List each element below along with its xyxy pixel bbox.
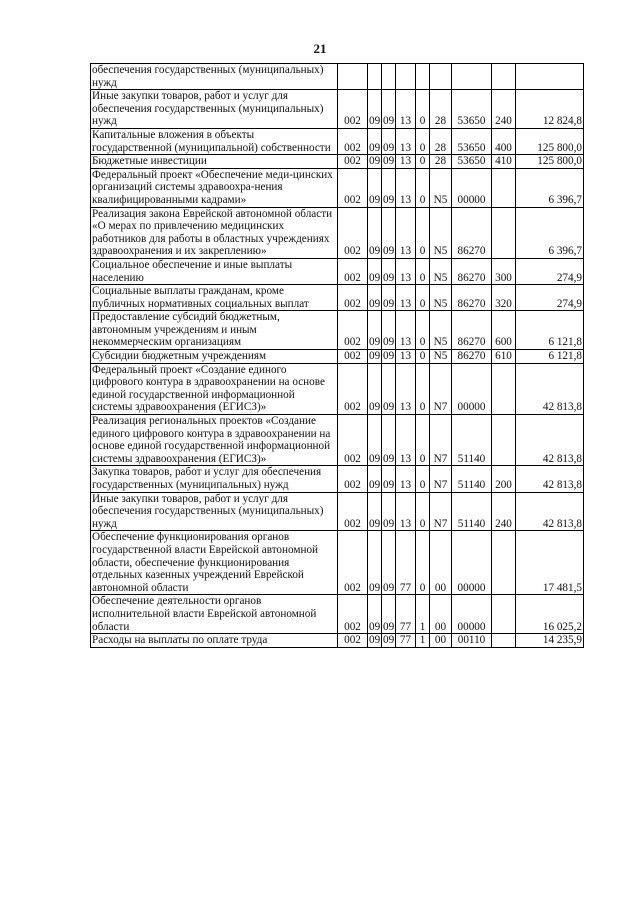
section-code: 09 bbox=[369, 155, 381, 168]
article-code: 86270 bbox=[452, 207, 492, 258]
amount: 42 813,8 bbox=[516, 466, 584, 492]
amount: 14 235,9 bbox=[516, 634, 584, 648]
subprogram-code: 0 bbox=[416, 155, 430, 169]
row-name: Социальное обеспечение и иные выплаты населению bbox=[91, 258, 338, 284]
program-code: 13 bbox=[396, 466, 416, 492]
direction-code: 28 bbox=[430, 155, 452, 169]
ministry-code: 002 bbox=[338, 363, 368, 414]
expense-type-code bbox=[492, 64, 516, 90]
amount: 42 813,8 bbox=[516, 363, 584, 414]
article-code: 51140 bbox=[452, 466, 492, 492]
section-code: 09 bbox=[369, 350, 381, 363]
ministry-code: 002 bbox=[338, 207, 368, 258]
subprogram-code: 0 bbox=[416, 285, 430, 311]
expense-type-code: 610 bbox=[492, 350, 516, 364]
table-row bbox=[91, 363, 584, 414]
program-code: 13 bbox=[396, 90, 416, 129]
expense-type-code: 400 bbox=[492, 128, 516, 154]
subprogram-code: 0 bbox=[416, 128, 430, 154]
expense-type-code: 240 bbox=[492, 492, 516, 531]
article-code: 00000 bbox=[452, 531, 492, 595]
program-code bbox=[396, 64, 416, 90]
article-code: 53650 bbox=[452, 155, 492, 169]
row-name: Иные закупки товаров, работ и услуг для обеспечения государственных (муниципальных) нужд bbox=[91, 90, 338, 129]
section-code: 09 bbox=[368, 168, 382, 207]
amount: 6 396,7 bbox=[516, 207, 584, 258]
amount: 42 813,8 bbox=[516, 415, 584, 466]
subsection-code: 09 bbox=[382, 258, 396, 284]
subsection-code: 09 bbox=[383, 155, 395, 168]
row-name: Федеральный проект «Обеспечение меди-цинских организаций системы здравоохра-нения квалифицированными кадрами» bbox=[91, 168, 338, 207]
table-row bbox=[91, 415, 584, 466]
table-row bbox=[91, 128, 584, 154]
subsection-code: 09 bbox=[382, 363, 396, 414]
program-code: 13 bbox=[396, 311, 416, 350]
expense-type-code bbox=[492, 415, 516, 466]
ministry-code: 002 bbox=[338, 155, 368, 169]
row-name: Расходы на выплаты по оплате труда bbox=[91, 634, 338, 648]
ministry-code: 002 bbox=[338, 466, 368, 492]
section-code: 09 bbox=[368, 128, 382, 154]
subsection-code: 09 bbox=[382, 285, 396, 311]
subprogram-code: 1 bbox=[416, 634, 430, 648]
row-name: Реализация региональных проектов «Создание единого цифрового контура в здравоохранении на основе единой государственной информационной системы здравоохранения (ЕГИСЗ)» bbox=[91, 415, 338, 466]
article-code: 86270 bbox=[452, 311, 492, 350]
row-name: Обеспечение функционирования органов государственной власти Еврейской автономной области, обеспечение функционирования отдельных казенных учреждений Еврейской автономной области bbox=[91, 531, 338, 595]
subprogram-code: 1 bbox=[416, 595, 430, 634]
row-name: Субсидии бюджетным учреждениям bbox=[91, 350, 338, 364]
ministry-code: 002 bbox=[338, 311, 368, 350]
article-code: 00000 bbox=[452, 168, 492, 207]
table-row bbox=[91, 531, 584, 595]
program-code: 13 bbox=[396, 258, 416, 284]
ministry-code bbox=[338, 64, 368, 90]
expense-type-code bbox=[492, 595, 516, 634]
section-code: 09 bbox=[368, 363, 382, 414]
article-code: 51140 bbox=[452, 492, 492, 531]
subsection-code: 09 bbox=[382, 595, 396, 634]
amount: 42 813,8 bbox=[516, 492, 584, 531]
subprogram-code: 0 bbox=[416, 492, 430, 531]
direction-code: N7 bbox=[430, 492, 452, 531]
article-code: 51140 bbox=[452, 415, 492, 466]
subprogram-code: 0 bbox=[416, 466, 430, 492]
subprogram-code: 0 bbox=[416, 258, 430, 284]
amount: 12 824,8 bbox=[516, 90, 584, 129]
ministry-code: 002 bbox=[338, 90, 368, 129]
expense-type-code bbox=[492, 634, 516, 648]
page-number: 21 bbox=[313, 41, 327, 56]
ministry-code: 002 bbox=[338, 168, 368, 207]
table-row bbox=[91, 350, 584, 364]
row-name: Реализация закона Еврейской автономной области «О мерах по привлечению медицинских работников для работы в областных учреждениях здравоохранения и их закреплению» bbox=[91, 207, 338, 258]
subprogram-code: 0 bbox=[416, 350, 430, 364]
ministry-code: 002 bbox=[338, 285, 368, 311]
program-code: 77 bbox=[396, 531, 416, 595]
program-code: 13 bbox=[396, 155, 416, 169]
amount: 6 121,8 bbox=[516, 350, 584, 364]
row-name: обеспечения государственных (муниципальных) нужд bbox=[91, 64, 338, 90]
expense-type-code bbox=[492, 363, 516, 414]
direction-code: N5 bbox=[430, 311, 452, 350]
section-code: 09 bbox=[369, 634, 381, 647]
table-row bbox=[91, 466, 584, 492]
amount bbox=[516, 64, 584, 90]
direction-code: N7 bbox=[430, 466, 452, 492]
subsection-code: 09 bbox=[382, 415, 396, 466]
expense-type-code: 240 bbox=[492, 90, 516, 129]
subprogram-code bbox=[416, 64, 430, 90]
program-code: 77 bbox=[396, 595, 416, 634]
expense-type-code bbox=[492, 168, 516, 207]
ministry-code: 002 bbox=[338, 415, 368, 466]
ministry-code: 002 bbox=[338, 258, 368, 284]
section-code: 09 bbox=[368, 492, 382, 531]
amount: 17 481,5 bbox=[516, 531, 584, 595]
subsection-code: 09 bbox=[382, 90, 396, 129]
section-code: 09 bbox=[368, 531, 382, 595]
subprogram-code: 0 bbox=[416, 207, 430, 258]
table-row bbox=[91, 207, 584, 258]
section-code: 09 bbox=[368, 90, 382, 129]
table-row bbox=[91, 155, 584, 169]
article-code: 00110 bbox=[452, 634, 492, 648]
article-code: 00000 bbox=[452, 595, 492, 634]
subsection-code: 09 bbox=[382, 168, 396, 207]
article-code: 86270 bbox=[452, 285, 492, 311]
amount: 16 025,2 bbox=[516, 595, 584, 634]
subprogram-code: 0 bbox=[416, 531, 430, 595]
row-name: Федеральный проект «Создание единого цифрового контура в здравоохранении на основе единой государственной информационной системы здравоохранения (ЕГИСЗ)» bbox=[91, 363, 338, 414]
table-row bbox=[91, 492, 584, 531]
subsection-code: 09 bbox=[383, 350, 395, 363]
amount: 125 800,0 bbox=[516, 155, 584, 169]
ministry-code: 002 bbox=[338, 492, 368, 531]
row-name: Предоставление субсидий бюджетным, автономным учреждениям и иным некоммерческим организациям bbox=[91, 311, 338, 350]
table-row bbox=[91, 311, 584, 350]
row-name: Социальные выплаты гражданам, кроме публичных нормативных социальных выплат bbox=[91, 285, 338, 311]
article-code: 86270 bbox=[452, 350, 492, 364]
subsection-code: 09 bbox=[382, 466, 396, 492]
amount: 274,9 bbox=[516, 285, 584, 311]
section-code: 09 bbox=[368, 285, 382, 311]
expense-type-code: 320 bbox=[492, 285, 516, 311]
subsection-code: 09 bbox=[382, 207, 396, 258]
amount: 6 396,7 bbox=[516, 168, 584, 207]
subsection-code: 09 bbox=[382, 492, 396, 531]
expense-type-code: 600 bbox=[492, 311, 516, 350]
article-code: 53650 bbox=[452, 128, 492, 154]
direction-code: N5 bbox=[430, 258, 452, 284]
section-code: 09 bbox=[368, 207, 382, 258]
program-code: 13 bbox=[396, 363, 416, 414]
row-name: Закупка товаров, работ и услуг для обеспечения государственных (муниципальных) нужд bbox=[91, 466, 338, 492]
article-code: 86270 bbox=[452, 258, 492, 284]
table-row bbox=[91, 90, 584, 129]
section-code bbox=[368, 64, 382, 90]
program-code: 13 bbox=[396, 350, 416, 364]
program-code: 13 bbox=[396, 492, 416, 531]
amount: 6 121,8 bbox=[516, 311, 584, 350]
section-code: 09 bbox=[368, 595, 382, 634]
ministry-code: 002 bbox=[338, 531, 368, 595]
article-code bbox=[452, 64, 492, 90]
article-code: 00000 bbox=[452, 363, 492, 414]
direction-code: 00 bbox=[430, 531, 452, 595]
table-row bbox=[91, 595, 584, 634]
expense-type-code bbox=[492, 207, 516, 258]
direction-code: 00 bbox=[430, 634, 452, 648]
ministry-code: 002 bbox=[338, 595, 368, 634]
ministry-code: 002 bbox=[338, 128, 368, 154]
table-row bbox=[91, 634, 584, 648]
amount: 274,9 bbox=[516, 258, 584, 284]
direction-code: 28 bbox=[430, 90, 452, 129]
row-name: Бюджетные инвестиции bbox=[91, 155, 338, 169]
row-name: Обеспечение деятельности органов исполнительной власти Еврейской автономной области bbox=[91, 595, 338, 634]
table-row bbox=[91, 168, 584, 207]
subprogram-code: 0 bbox=[416, 90, 430, 129]
amount: 125 800,0 bbox=[516, 128, 584, 154]
subprogram-code: 0 bbox=[416, 311, 430, 350]
direction-code: N5 bbox=[430, 207, 452, 258]
subsection-code: 09 bbox=[382, 128, 396, 154]
article-code: 53650 bbox=[452, 90, 492, 129]
subsection-code: 09 bbox=[382, 311, 396, 350]
program-code: 13 bbox=[396, 207, 416, 258]
ministry-code: 002 bbox=[338, 350, 368, 364]
direction-code: N5 bbox=[430, 350, 452, 364]
direction-code: N7 bbox=[430, 415, 452, 466]
direction-code: N5 bbox=[430, 168, 452, 207]
expense-type-code: 200 bbox=[492, 466, 516, 492]
direction-code bbox=[430, 64, 452, 90]
table-body bbox=[91, 64, 584, 648]
subsection-code: 09 bbox=[383, 634, 395, 647]
program-code: 13 bbox=[396, 168, 416, 207]
program-code: 77 bbox=[396, 634, 416, 648]
table-row bbox=[91, 64, 584, 90]
section-code: 09 bbox=[368, 466, 382, 492]
program-code: 13 bbox=[396, 285, 416, 311]
subprogram-code: 0 bbox=[416, 415, 430, 466]
direction-code: 00 bbox=[430, 595, 452, 634]
program-code: 13 bbox=[396, 128, 416, 154]
expense-type-code bbox=[492, 531, 516, 595]
direction-code: N5 bbox=[430, 285, 452, 311]
ministry-code: 002 bbox=[338, 634, 368, 648]
table-row bbox=[91, 285, 584, 311]
section-code: 09 bbox=[368, 258, 382, 284]
direction-code: 28 bbox=[430, 128, 452, 154]
direction-code: N7 bbox=[430, 363, 452, 414]
subprogram-code: 0 bbox=[416, 168, 430, 207]
subsection-code: 09 bbox=[382, 531, 396, 595]
expense-type-code: 410 bbox=[492, 155, 516, 169]
expense-type-code: 300 bbox=[492, 258, 516, 284]
budget-table bbox=[90, 63, 584, 648]
row-name: Иные закупки товаров, работ и услуг для обеспечения государственных (муниципальных) нужд bbox=[91, 492, 338, 531]
program-code: 13 bbox=[396, 415, 416, 466]
row-name: Капитальные вложения в объекты государственной (муниципальной) собственности bbox=[91, 128, 338, 154]
section-code: 09 bbox=[368, 311, 382, 350]
subsection-code bbox=[382, 64, 396, 90]
subprogram-code: 0 bbox=[416, 363, 430, 414]
section-code: 09 bbox=[368, 415, 382, 466]
table-row bbox=[91, 258, 584, 284]
